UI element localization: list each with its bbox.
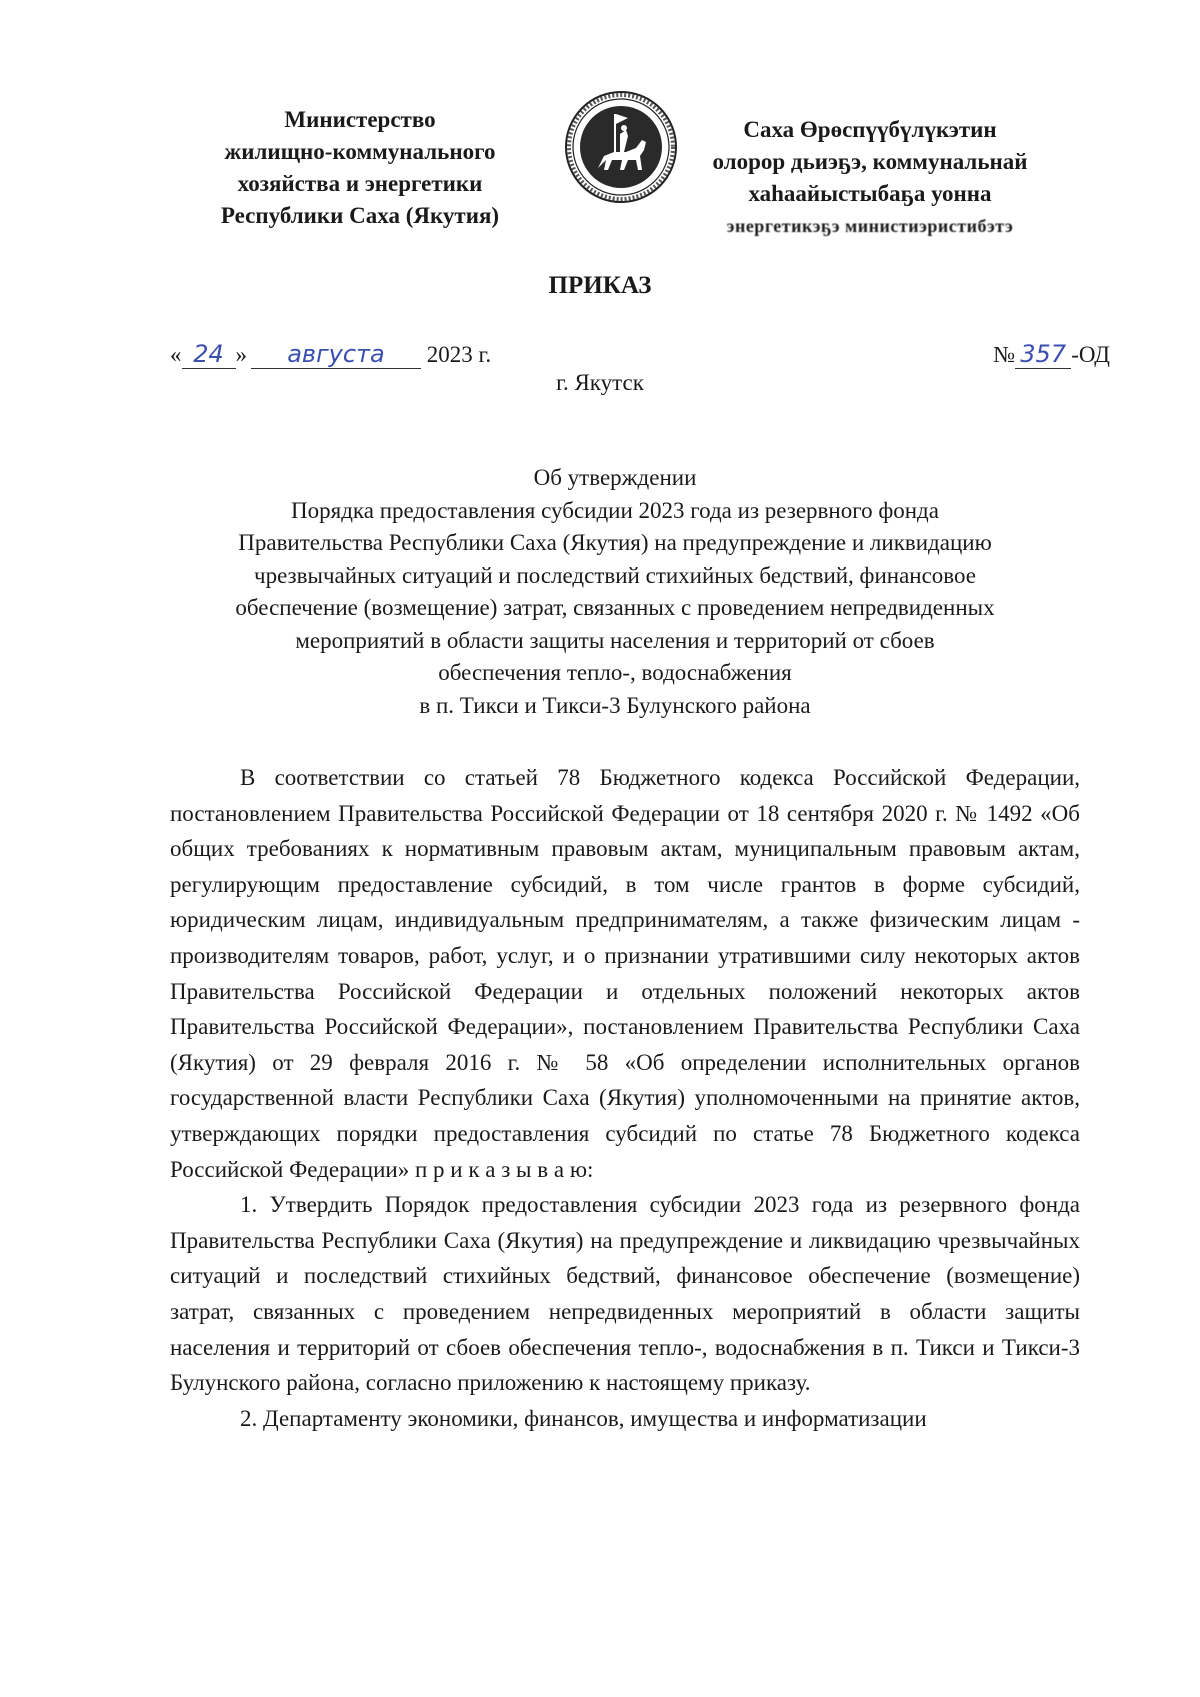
subject-line: Об утверждении xyxy=(533,465,697,490)
order-date xyxy=(170,340,491,369)
handwritten-month: августа xyxy=(251,340,421,369)
ministry-name-line: Саха Өрөспүүбүлүкэтин xyxy=(743,117,997,142)
subject-line: мероприятий в области защиты населения и территорий от сбоев xyxy=(295,627,935,653)
number-sign: № xyxy=(993,342,1016,367)
subject-line: Правительства Республики Саха (Якутия) на предупреждение и ликвидацию xyxy=(238,530,992,555)
handwritten-day: 24 xyxy=(182,340,236,369)
subject-line: чрезвычайных ситуаций и последствий стихийных бедствий, финансовое xyxy=(254,562,976,588)
quote-open: « xyxy=(170,342,182,367)
ministry-name-line: хозяйства и энергетики xyxy=(237,171,483,196)
handwritten-number: 357 xyxy=(1015,340,1071,369)
ministry-name-line: хаһаайыстыбаҕа уонна xyxy=(748,181,992,206)
subject-line: обеспечения тепло-, водоснабжения xyxy=(438,660,792,685)
ministry-name-line: Республики Саха (Якутия) xyxy=(220,203,500,228)
preamble-paragraph: В соответствии со статьей 78 Бюджетного кодекса Российской Федерации, постановлением Правительства Российской Федерации от 18 сентября 2020 г. № 1492 «Об общих требованиях к нормативным правовым актам, муниципальным правовым актам, регулирующим предоставление субсидий, в том числе грантов в форме субсидий, юридическим лицам, индивидуальным предпринимателям, а также физическим лицам - производителям товаров, работ, услуг, и о признании утратившими силу некоторых актов Правительства Российской Федерации и отдельных положений некоторых актов Правительства Российской Федерации», постановлением Правительства Республики Саха (Якутия) от 29 февраля 2016 г. № 58 «Об определении исполнительных органов государственной власти Республики Саха (Якутия) уполномоченными на принятие актов, утверждающих порядки предоставления субсидий по статье 78 Бюджетного кодекса Российской Федерации» п р и к а з ы в а ю: xyxy=(170,765,1080,1182)
subject-line: обеспечение (возмещение) затрат, связанных с проведением непредвиденных xyxy=(235,595,995,620)
order-subject xyxy=(150,462,1080,722)
item-2-paragraph: 2. Департаменту экономики, финансов, имущества и информатизации xyxy=(240,1405,927,1431)
order-year: 2023 г. xyxy=(426,342,492,367)
order-number xyxy=(993,340,1110,369)
quote-close: » xyxy=(235,342,247,367)
ministry-name-yakut xyxy=(660,114,1080,242)
subject-line: Порядка предоставления субсидии 2023 года из резервного фонда xyxy=(291,497,939,523)
ministry-name-line: жилищно-коммунального xyxy=(224,139,496,164)
ministry-name-russian xyxy=(170,104,550,232)
document-title: ПРИКАЗ xyxy=(548,272,652,299)
order-body xyxy=(170,760,1080,1436)
ministry-name-line: энергетикэҕэ министиэристибэтэ xyxy=(726,216,1014,236)
city: г. Якутск xyxy=(556,370,644,395)
ministry-name-line: Министерство xyxy=(284,107,436,132)
number-suffix: -ОД xyxy=(1071,342,1110,367)
ministry-name-line: олорор дьиэҕэ, коммунальнай xyxy=(712,149,1028,174)
subject-line: в п. Тикси и Тикси-3 Булунского района xyxy=(419,692,811,718)
item-1-paragraph: 1. Утвердить Порядок предоставления субсидии 2023 года из резервного фонда Правительства Республики Саха (Якутия) на предупреждение и ликвидацию чрезвычайных ситуаций и последствий стихийных бедствий, финансовое обеспечение (возмещение) затрат, связанных с проведением непредвиденных мероприятий в области защиты населения и территорий от сбоев обеспечения тепло-, водоснабжения в п. Тикси и Тикси-3 Булунского района, согласно приложению к настоящему приказу. xyxy=(170,1192,1080,1396)
